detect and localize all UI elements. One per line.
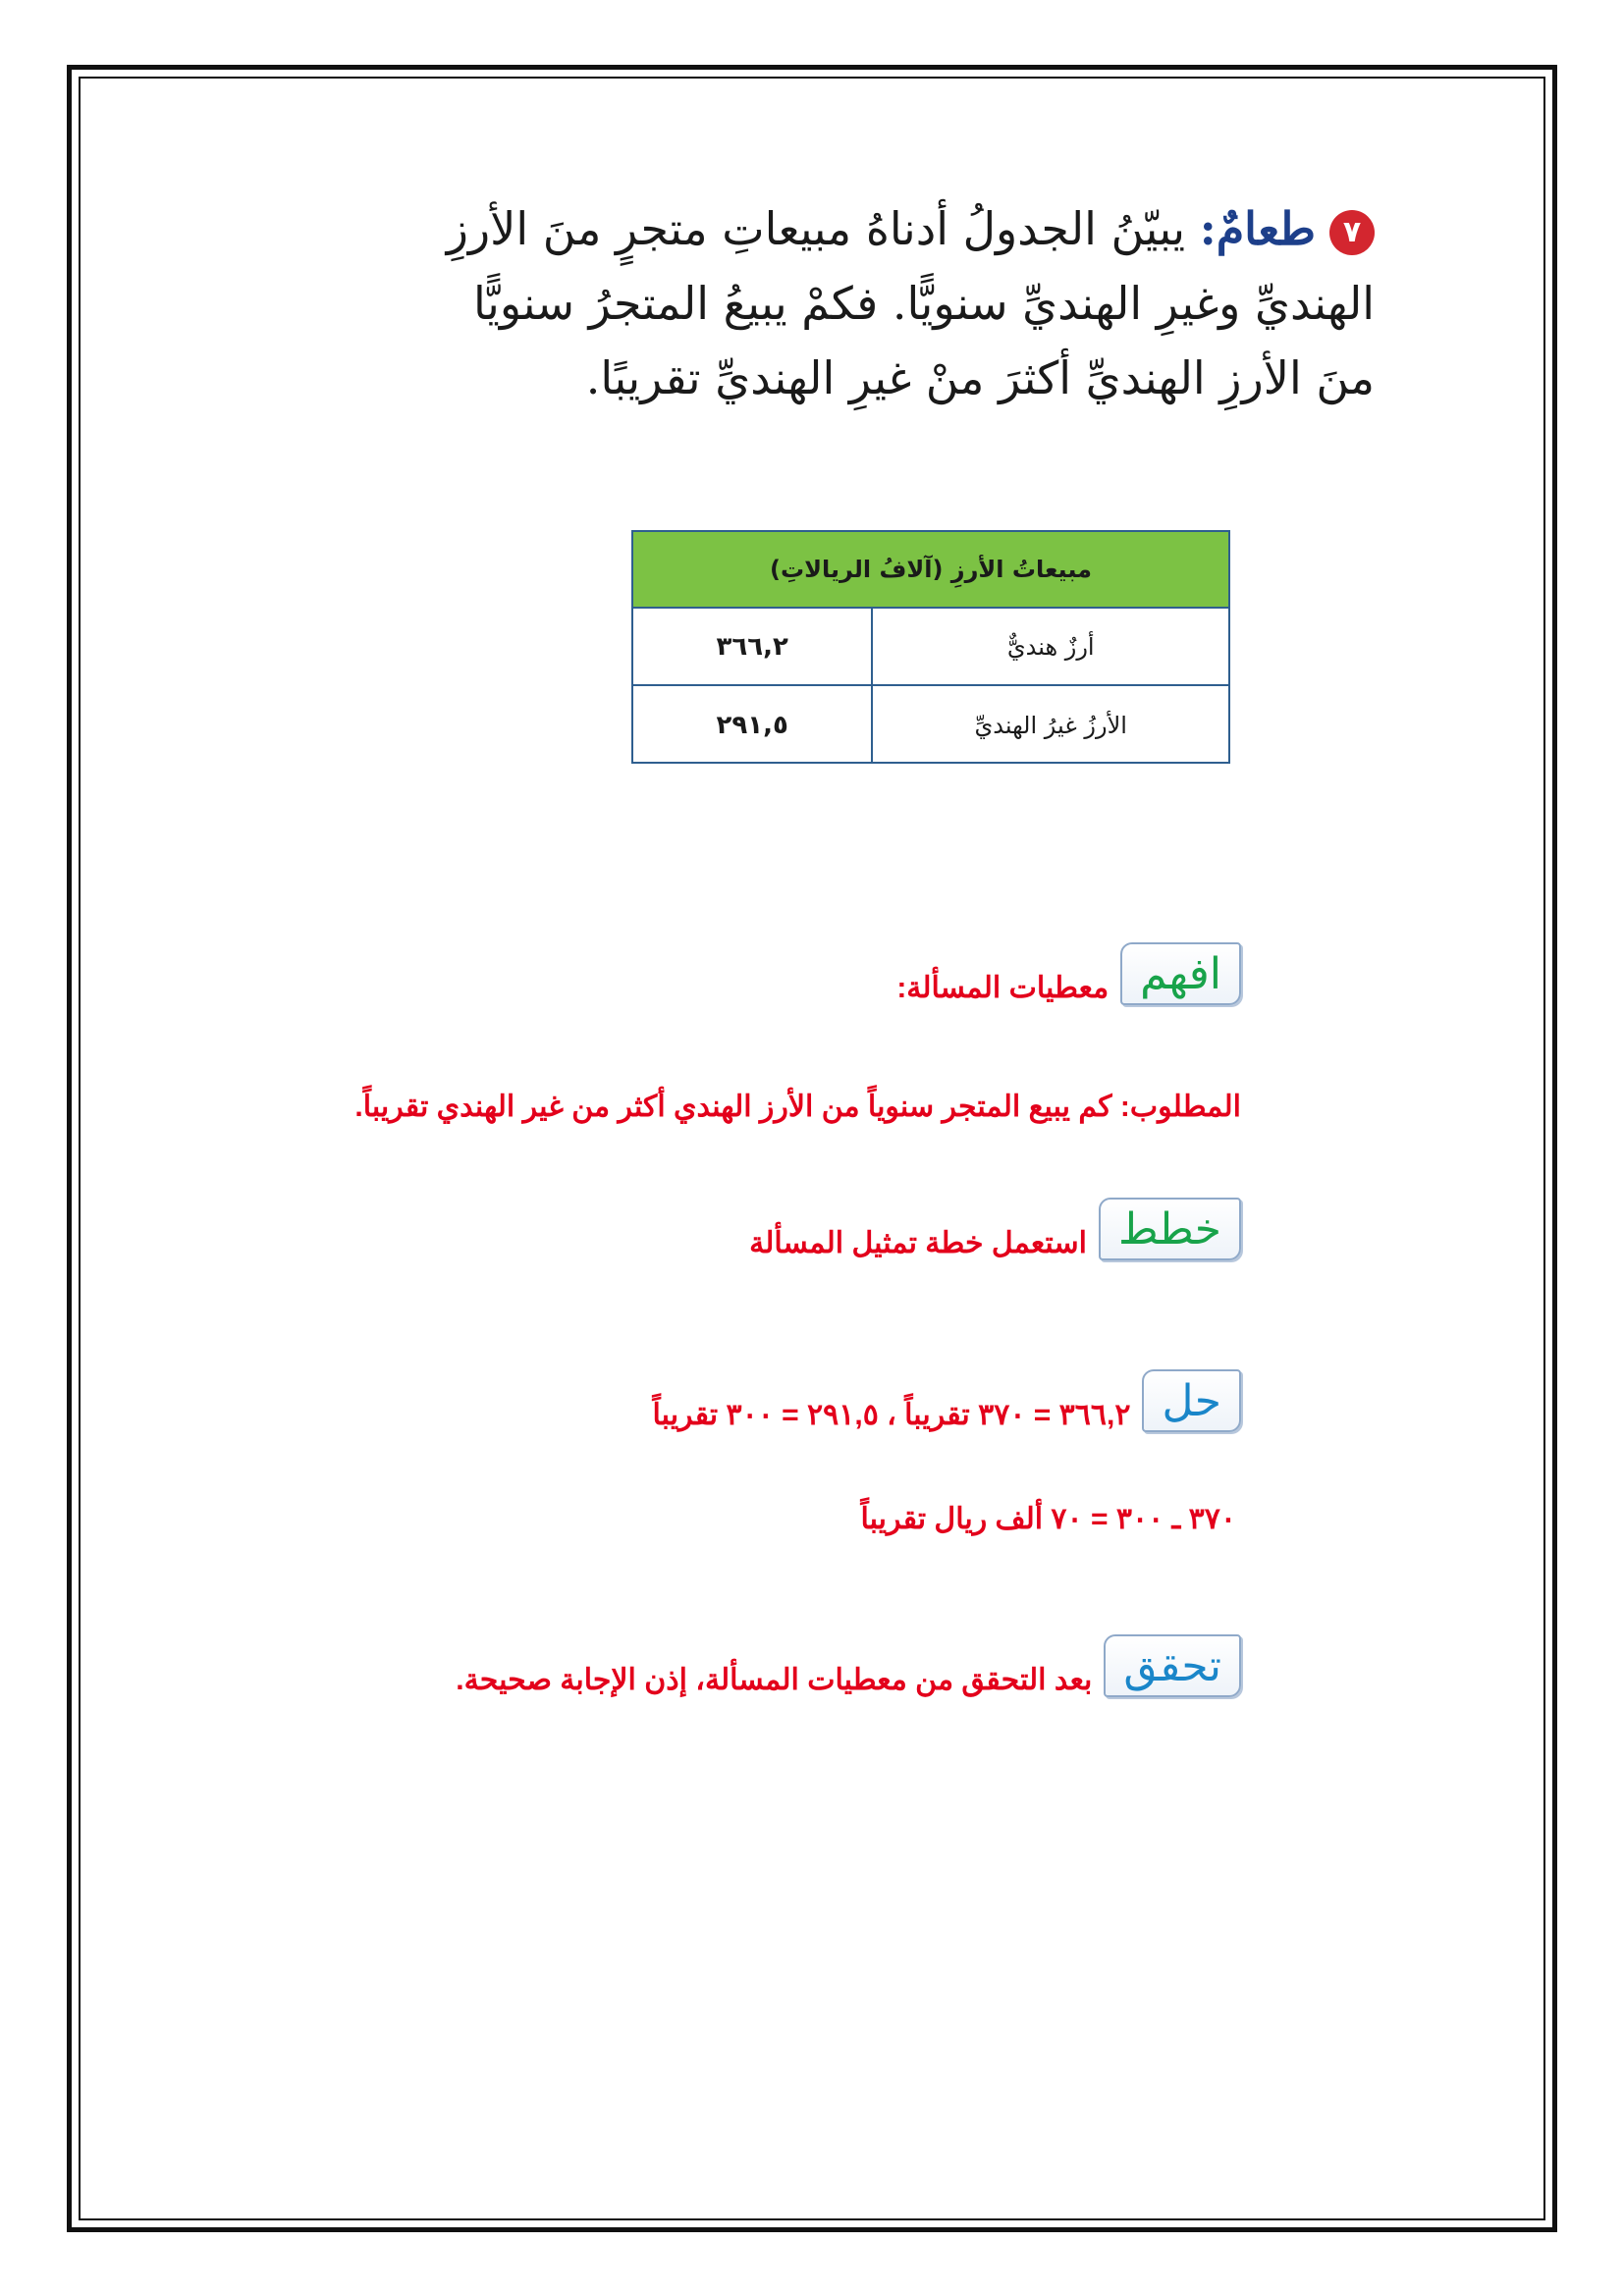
table-row — [633, 686, 1228, 764]
table-row — [633, 609, 1228, 686]
table-cell-value: ٣٦٦,٢ — [716, 631, 788, 662]
problem-statement — [373, 191, 1375, 415]
rice-sales-table — [631, 530, 1230, 764]
problem-line-3: منَ الأرزِ الهنديِّ أكثرَ منْ غيرِ الهنديِّ تقريبًا. — [585, 351, 1375, 404]
problem-line-1-text: يبيّنُ الجدولُ أدناهُ مبيعاتِ متجرٍ منَ الأرزِ — [446, 202, 1200, 255]
problem-line-1 — [373, 191, 1375, 266]
check-step — [456, 1634, 1241, 1697]
problem-number-badge: ٧ — [1329, 210, 1375, 255]
table-cell-value: ٢٩١,٥ — [716, 710, 788, 740]
plan-label-box: خطط — [1099, 1198, 1241, 1260]
solve-line-2-wrap — [860, 1502, 1236, 1536]
understand-text: معطيات المسألة: — [896, 972, 1110, 1004]
solve-line-2: ٣٧٠ ـ ٣٠٠ = ٧٠ ألف ريال تقريباً — [860, 1503, 1236, 1535]
plan-step — [749, 1198, 1241, 1260]
table-cell-label: أرزٌ هنديٌّ — [871, 609, 1228, 684]
required-line — [354, 1090, 1241, 1124]
required-text: المطلوب: كم يبيع المتجر سنوياً من الأرز الهندي أكثر من غير الهندي تقريباً. — [354, 1091, 1241, 1123]
solve-step — [653, 1369, 1242, 1432]
check-text: بعد التحقق من معطيات المسألة، إذن الإجابة صحيحة. — [456, 1664, 1093, 1696]
understand-step — [896, 942, 1241, 1005]
check-label-box: تحقق — [1104, 1634, 1241, 1697]
understand-label-box: افهم — [1120, 942, 1241, 1005]
solve-line-1: ٣٦٦,٢ = ٣٧٠ تقريباً ، ٢٩١,٥ = ٣٠٠ تقريباً — [652, 1399, 1131, 1431]
problem-line-2: الهنديِّ وغيرِ الهنديِّ سنويًّا. فكمْ يبيعُ المتجرُ سنويًّا — [473, 277, 1375, 330]
problem-keyword: طعامٌ: — [1199, 202, 1316, 255]
plan-text: استعمل خطة تمثيل المسألة — [749, 1227, 1087, 1259]
table-title: مبيعاتُ الأرزِ (آلافُ الريالاتِ) — [633, 532, 1228, 609]
solve-label-box: حل — [1142, 1369, 1241, 1432]
table-cell-label: الأرزُ غيرُ الهنديِّ — [871, 686, 1228, 764]
